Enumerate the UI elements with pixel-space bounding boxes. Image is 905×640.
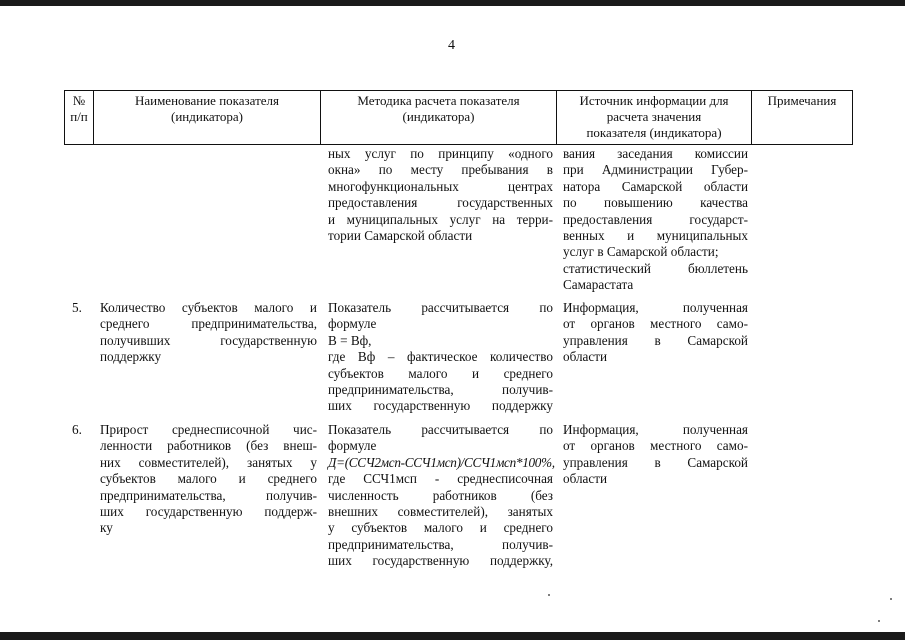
text-line: Информация, полученная	[563, 300, 748, 315]
text-line: где Вф – фактическое количество	[328, 349, 553, 365]
calculation-method	[328, 300, 553, 415]
text-line: Самарастата	[563, 277, 634, 293]
text-line: формуле	[328, 438, 377, 454]
formula: В = Вф,	[328, 332, 372, 348]
header-num: № п/п	[70, 93, 88, 124]
text-line: предпринимательства, получив-	[328, 536, 553, 552]
text-line: области	[563, 349, 608, 365]
text-line: от органов местного само-	[563, 438, 748, 454]
scan-speck	[548, 594, 550, 596]
header-top-border	[64, 90, 853, 91]
text-line: венных и муниципальных	[563, 228, 748, 244]
continuation-method-text	[328, 146, 553, 244]
text-line: статистический бюллетень	[563, 260, 748, 276]
text-line: субъектов малого и среднего	[100, 471, 317, 487]
text-line: управления в Самарской	[563, 454, 748, 470]
row-number: 6.	[72, 422, 82, 437]
text-line: формуле	[328, 316, 377, 332]
text-line: от органов местного само-	[563, 316, 748, 332]
text-line: Количество субъектов малого и	[100, 300, 317, 315]
header-border-right	[852, 90, 853, 145]
scan-speck	[878, 620, 880, 622]
text-line: и муниципальных услуг на терри-	[328, 211, 553, 227]
text-line: внешних совместителей), занятых	[328, 504, 553, 520]
text-line: получивших государственную	[100, 332, 317, 348]
formula: Д=(ССЧ2мсп-ССЧ1мсп)/ССЧ1мсп*100%,	[328, 454, 555, 470]
text-line: многофункциональных центрах	[328, 178, 553, 194]
text-line: среднего предпринимательства,	[100, 316, 317, 332]
text-line: субъектов малого и среднего	[328, 365, 553, 381]
text-line: тории Самарской области	[328, 228, 473, 244]
header-name: Наименование показателя (индикатора)	[134, 93, 280, 124]
header-source: Источник информации для расчета значения показателя (индикатора)	[579, 93, 729, 140]
indicator-name	[100, 300, 317, 366]
text-line: ных услуг по принципу «одного	[328, 146, 553, 161]
text-line: услуг в Самарской области;	[563, 244, 719, 260]
scan-edge-top	[0, 0, 905, 6]
page-number: 4	[448, 38, 455, 53]
text-line: Показатель рассчитывается по	[328, 300, 553, 315]
text-line: окна» по месту пребывания в	[328, 162, 553, 178]
text-line: Показатель рассчитывается по	[328, 422, 553, 437]
text-line: Прирост среднесписочной чис-	[100, 422, 317, 437]
text-line: них совместителей), занятых у	[100, 454, 317, 470]
header-method: Методика расчета показателя (индикатора)	[357, 93, 520, 124]
text-line: ших государственную поддержку	[328, 398, 553, 414]
text-line: предпринимательства, получив-	[328, 382, 553, 398]
text-line: ших государственную поддерж-	[100, 504, 317, 520]
calculation-method	[328, 422, 553, 570]
text-line: численность работников (без	[328, 487, 553, 503]
text-line: по повышению качества	[563, 195, 748, 211]
text-line: предоставления государственных	[328, 195, 553, 211]
text-line: при Администрации Губер-	[563, 162, 748, 178]
scan-edge-bottom	[0, 632, 905, 640]
text-line: поддержку	[100, 349, 162, 365]
text-line: где ССЧ1мсп - среднесписочная	[328, 471, 553, 487]
information-source	[563, 300, 748, 366]
text-line: натора Самарской области	[563, 178, 748, 194]
text-line: у субъектов малого и среднего	[328, 520, 553, 536]
header-bottom-border	[64, 144, 853, 145]
scan-speck	[890, 598, 892, 600]
text-line: ленности работников (без внеш-	[100, 438, 317, 454]
text-line: ших государственную поддержку,	[328, 553, 553, 569]
header-notes: Примечания	[767, 93, 837, 108]
text-line: ку	[100, 520, 113, 536]
text-line: вания заседания комиссии	[563, 146, 748, 161]
continuation-source-text	[563, 146, 748, 294]
text-line: предоставления государст-	[563, 211, 748, 227]
text-line: предпринимательства, получив-	[100, 487, 317, 503]
text-line: Информация, полученная	[563, 422, 748, 437]
text-line: области	[563, 471, 608, 487]
row-number: 5.	[72, 300, 82, 315]
text-line: управления в Самарской	[563, 332, 748, 348]
indicator-name	[100, 422, 317, 537]
information-source	[563, 422, 748, 488]
